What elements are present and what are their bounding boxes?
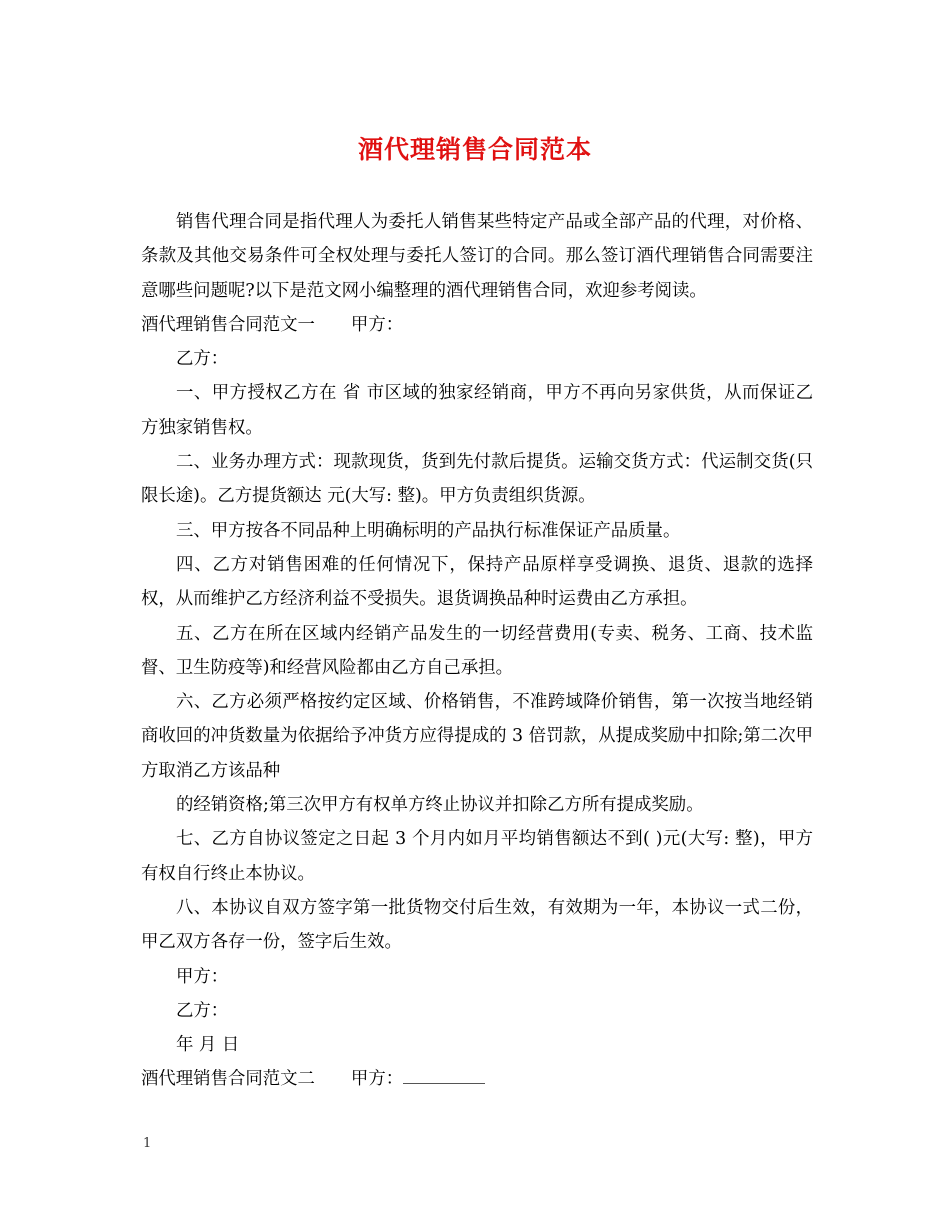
- clause-5: 五、乙方在所在区域内经销产品发生的一切经营费用(专卖、税务、工商、技术监督、卫生防疫等)和经营风险都由乙方自己承担。: [141, 623, 813, 678]
- party-a-label: 甲方：: [350, 314, 404, 335]
- clause-1: 一、甲方授权乙方在 省 市区域的独家经销商，甲方不再向另家供货，从而保证乙方独家销售权。: [141, 383, 813, 438]
- intro-paragraph: 销售代理合同是指代理人为委托人销售某些特定产品或全部产品的代理，对价格、条款及其他交易条件可全权处理与委托人签订的合同。那么签订酒代理销售合同需要注意哪些问题呢?以下是范文网小编整理的酒代理销售合同，欢迎参考阅读。: [141, 212, 813, 301]
- page-number: 1: [143, 1136, 152, 1151]
- signature-blank-line: [403, 1065, 485, 1084]
- clause-8: 八、本协议自双方签字第一批货物交付后生效，有效期为一年，本协议一式二份，甲乙双方各存一份，签字后生效。: [141, 897, 813, 953]
- sample2-heading-line: [141, 1062, 813, 1096]
- clause-2: 二、业务办理方式：现款现货，货到先付款后提货。运输交货方式：代运制交货(只限长途)。乙方提货额达 元(大写: 整)。甲方负责组织货源。: [141, 452, 813, 507]
- party-b-label: 乙方：: [176, 349, 229, 370]
- sample1-heading-line: [141, 308, 813, 342]
- clause-7: 七、乙方自协议签定之日起 3 个月内如月平均销售额达不到( )元(大写: 整)，甲方有权自行终止本协议。: [141, 829, 813, 884]
- document-title: 酒代理销售合同范本: [357, 135, 592, 164]
- sample1-heading: 酒代理销售合同范文一: [141, 314, 315, 335]
- signature-date: 年 月 日: [176, 1035, 240, 1056]
- sample2-party-a-label: 甲方：: [350, 1069, 404, 1090]
- clause-6-continued: 的经销资格;第三次甲方有权单方终止协议并扣除乙方所有提成奖励。: [176, 795, 704, 816]
- signature-party-a: 甲方：: [176, 966, 229, 987]
- clause-4: 四、乙方对销售困难的任何情况下，保持产品原样享受调换、退货、退款的选择权，从而维护乙方经济利益不受损失。退货调换品种时运费由乙方承担。: [141, 554, 813, 610]
- document-body: [141, 205, 813, 1097]
- signature-party-b: 乙方：: [176, 1000, 229, 1021]
- clause-6: 六、乙方必须严格按约定区域、价格销售，不准跨域降价销售，第一次按当地经销商收回的冲货数量为依据给予冲货方应得提成的 3 倍罚款，从提成奖励中扣除;第二次甲方取消乙方该品种: [141, 692, 813, 781]
- clause-3: 三、甲方按各不同品种上明确标明的产品执行标准保证产品质量。: [176, 520, 681, 541]
- sample2-heading: 酒代理销售合同范文二: [141, 1069, 315, 1090]
